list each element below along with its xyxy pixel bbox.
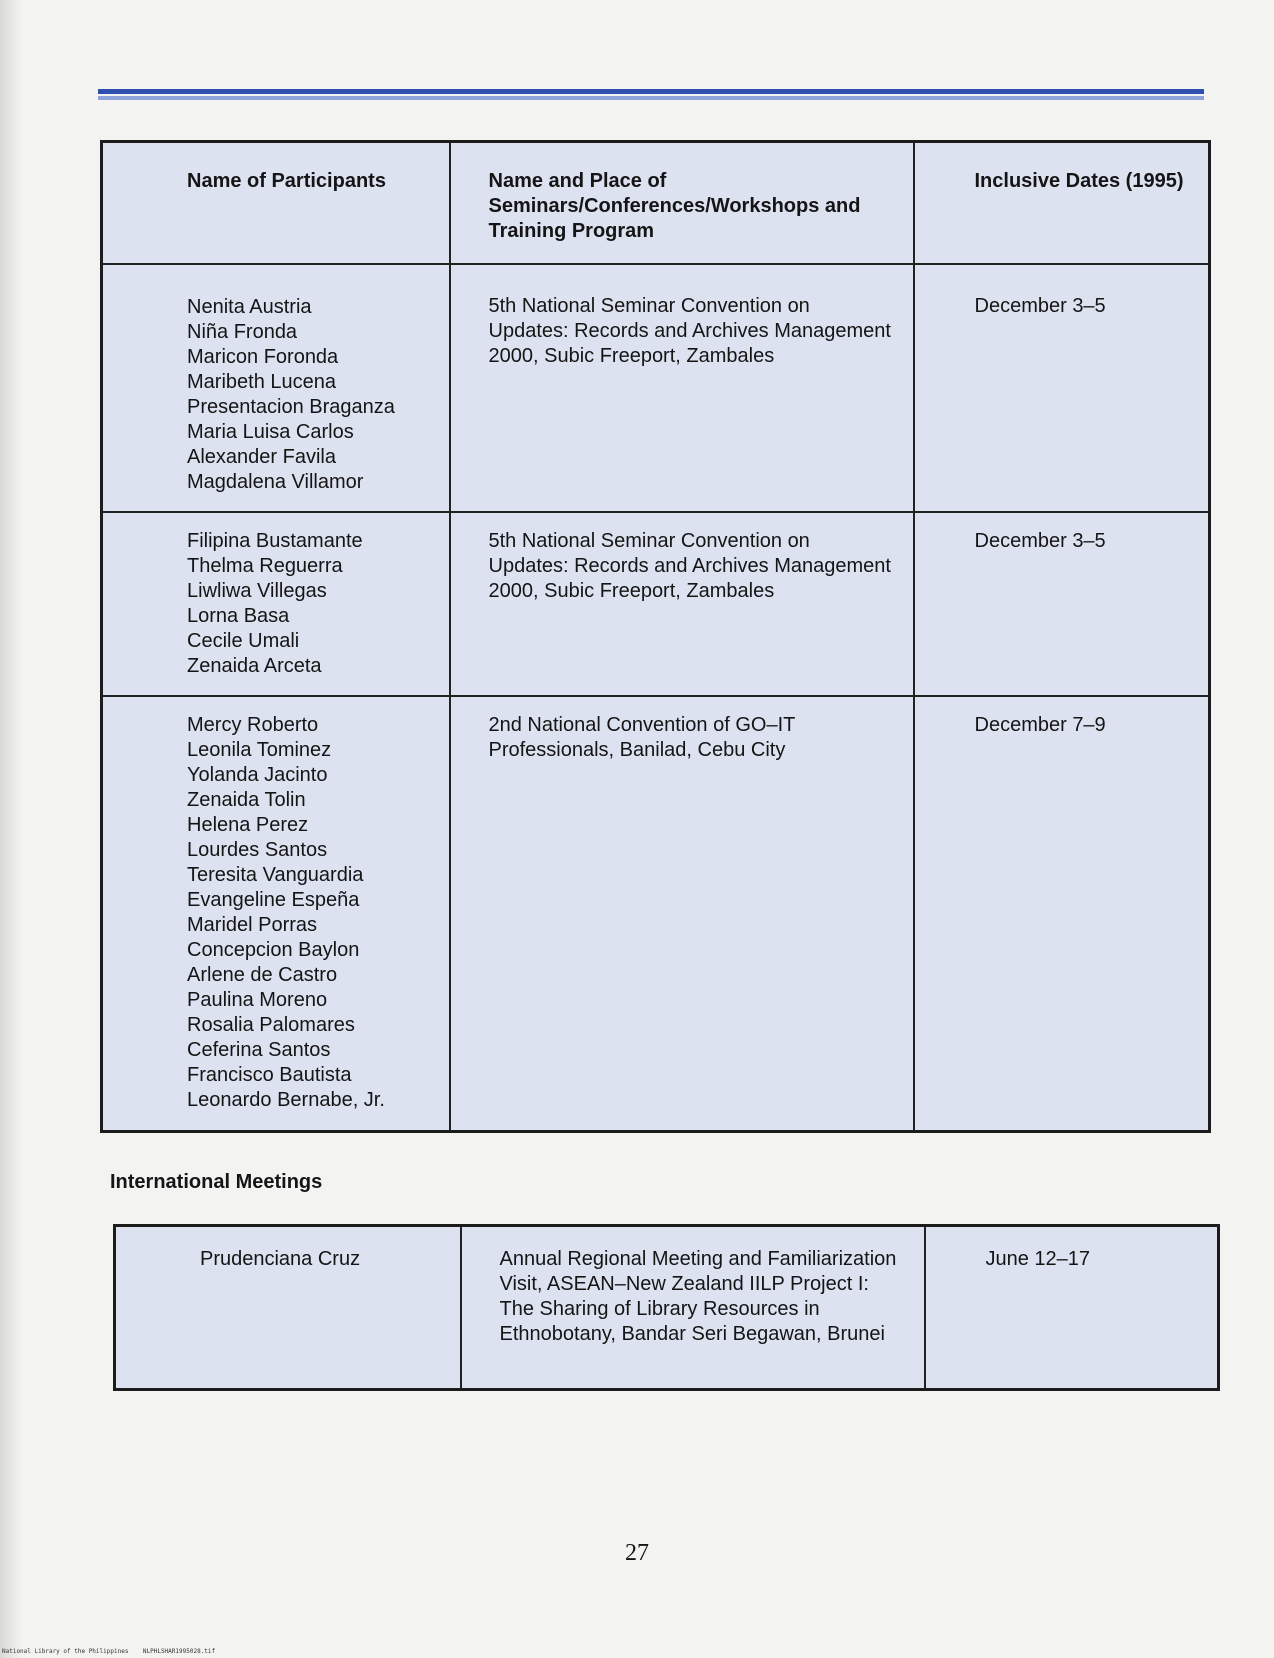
header-rule-dark [98, 89, 1204, 94]
seminar-cell: Annual Regional Meeting and Familiarization Visit, ASEAN–New Zealand IILP Project I: The Sharing of Library Resources in Ethnobotany, Bandar Seri Begawan, Brunei [461, 1226, 925, 1390]
international-meetings-heading: International Meetings [110, 1171, 323, 1193]
participant-name: Francisco Bautista [187, 1063, 352, 1086]
participants-cell [102, 264, 450, 512]
participant-name: Leonardo Bernabe, Jr. [187, 1088, 385, 1111]
participant-name: Paulina Moreno [187, 988, 328, 1011]
dates-cell: December 3–5 [914, 264, 1210, 512]
seminar-cell: 5th National Seminar Convention on Updates: Records and Archives Management 2000, Subic Freeport, Zambales [450, 264, 914, 512]
participant-name: Alexander Favila [187, 445, 336, 468]
participants-cell [102, 696, 450, 1132]
participant-name: Ceferina Santos [187, 1038, 331, 1061]
participant-name: Presentacion Braganza [187, 395, 395, 418]
local-meetings-table [100, 140, 1211, 1133]
participant-name: Yolanda Jacinto [187, 763, 328, 786]
participant-name: Rosalia Palomares [187, 1013, 355, 1036]
participant-name: Thelma Reguerra [187, 554, 343, 577]
participant-name: Lorna Basa [187, 604, 290, 627]
scan-source-credit: National Library of the Philippines NLPHLSHAR1995028.tif [2, 1648, 216, 1655]
dates-cell: December 7–9 [914, 696, 1210, 1132]
participant-name: Magdalena Villamor [187, 470, 364, 493]
participants-cell [102, 512, 450, 696]
participant-name: Leonila Tominez [187, 738, 332, 761]
participant-name: Zenaida Arceta [187, 654, 322, 677]
header-dates: Inclusive Dates (1995) [914, 142, 1210, 264]
participant-name: Zenaida Tolin [187, 788, 306, 811]
participant-name: Maribeth Lucena [187, 370, 336, 393]
participant-name: Prudenciana Cruz [200, 1248, 361, 1270]
participant-name: Teresita Vanguardia [187, 863, 364, 886]
participant-name: Niña Fronda [187, 320, 298, 343]
seminar-cell: 2nd National Convention of GO–IT Professionals, Banilad, Cebu City [450, 696, 914, 1132]
participant-name: Liwliwa Villegas [187, 579, 327, 602]
table-row [102, 512, 1210, 696]
header-rule-light [98, 96, 1204, 100]
table-row [102, 696, 1210, 1132]
table-header-row [102, 142, 1210, 264]
header-participants: Name of Participants [102, 142, 450, 264]
dates-cell: June 12–17 [925, 1226, 1219, 1390]
participant-name: Mercy Roberto [187, 713, 319, 736]
participant-name: Maricon Foronda [187, 345, 339, 368]
participant-name: Filipina Bustamante [187, 529, 363, 552]
participant-name: Lourdes Santos [187, 838, 328, 861]
page-number: 27 [625, 1540, 649, 1566]
dates-cell: December 3–5 [914, 512, 1210, 696]
international-meetings-table [113, 1224, 1220, 1391]
table-row [102, 264, 1210, 512]
participant-name: Cecile Umali [187, 629, 300, 652]
participant-name: Maria Luisa Carlos [187, 420, 354, 443]
participant-name: Nenita Austria [187, 295, 312, 318]
participants-cell [115, 1226, 461, 1390]
seminar-cell: 5th National Seminar Convention on Updates: Records and Archives Management 2000, Subic Freeport, Zambales [450, 512, 914, 696]
participant-name: Evangeline Espeña [187, 888, 360, 911]
participant-name: Concepcion Baylon [187, 938, 360, 961]
header-seminar: Name and Place of Seminars/Conferences/Workshops and Training Program [450, 142, 914, 264]
table-row [115, 1226, 1219, 1390]
participant-name: Maridel Porras [187, 913, 318, 936]
page-edge-shadow [0, 0, 22, 1658]
participant-name: Helena Perez [187, 813, 309, 836]
participant-name: Arlene de Castro [187, 963, 338, 986]
